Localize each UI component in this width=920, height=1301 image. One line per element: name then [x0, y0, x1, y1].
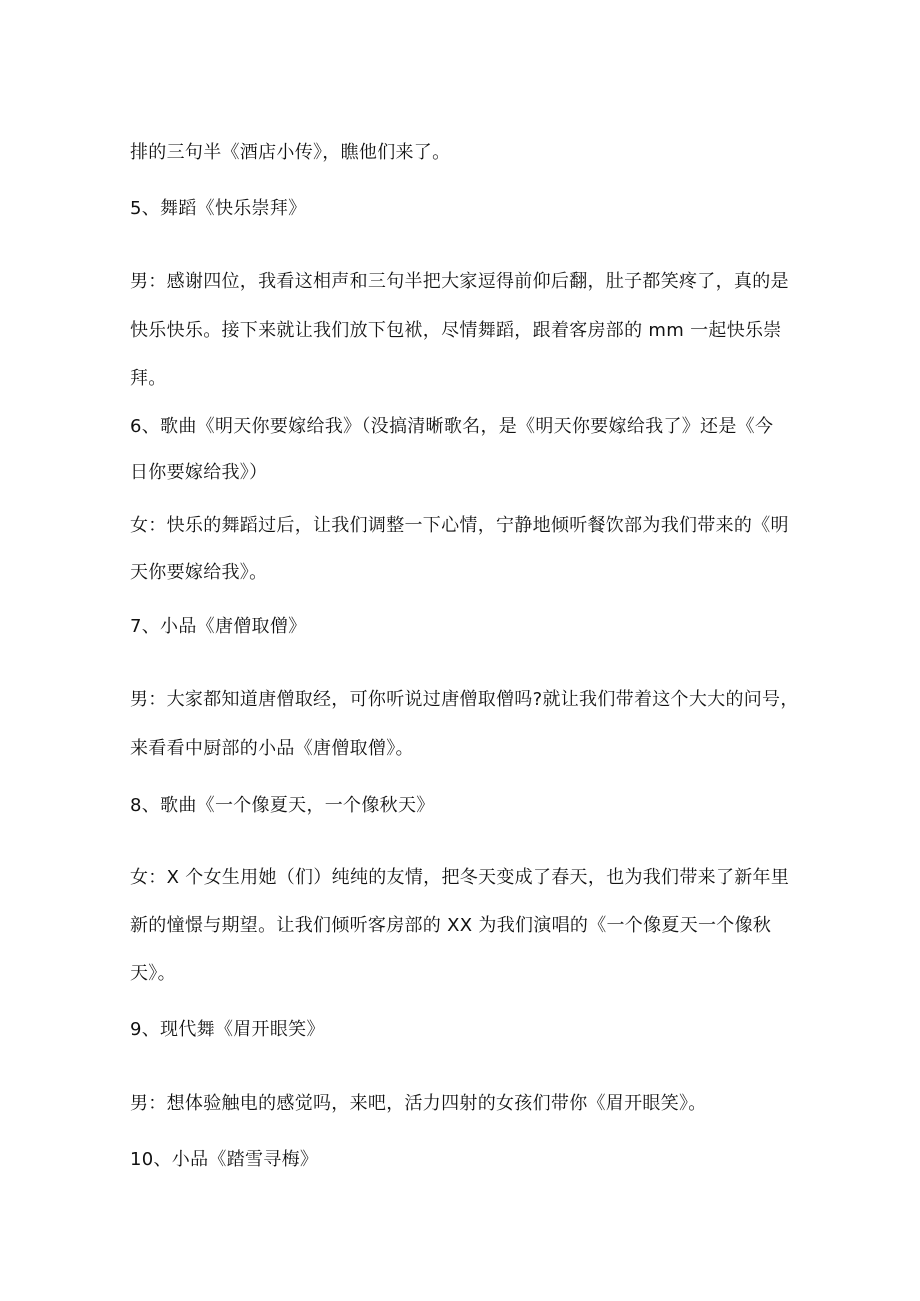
program-item-6-heading: 日你要嫁给我》） [130, 462, 268, 483]
program-item-6-heading: 6、歌曲《明天你要嫁给我》（没搞清晰歌名，是《明天你要嫁给我了》还是《今 [130, 416, 774, 437]
program-item-8-heading: 8、歌曲《一个像夏天，一个像秋天》 [130, 795, 435, 816]
host-line-male: 来看看中厨部的小品《唐僧取僧》。 [130, 738, 414, 759]
text-line-continuation: 排的三句半《酒店小传》，瞧他们来了。 [130, 142, 451, 163]
host-line-male: 快乐快乐。接下来就让我们放下包袱，尽情舞蹈，跟着客房部的 mm 一起快乐崇 [130, 320, 782, 341]
host-line-male: 男：想体验触电的感觉吗，来吧，活力四射的女孩们带你《眉开眼笑》。 [130, 1093, 707, 1114]
host-line-female: 天》。 [130, 963, 176, 984]
host-line-male: 拜。 [130, 368, 167, 389]
host-line-male: 男：感谢四位，我看这相声和三句半把大家逗得前仰后翻，肚子都笑疼了，真的是 [130, 271, 789, 292]
program-item-9-heading: 9、现代舞《眉开眼笑》 [130, 1019, 325, 1040]
host-line-female: 新的憧憬与期望。让我们倾听客房部的 XX 为我们演唱的《一个像夏天一个像秋 [130, 915, 772, 936]
program-item-7-heading: 7、小品《唐僧取僧》 [130, 616, 307, 637]
program-item-10-heading: 10、小品《踏雪寻梅》 [130, 1149, 319, 1170]
host-line-female: 天你要嫁给我》。 [130, 562, 268, 583]
host-line-male: 男：大家都知道唐僧取经，可你听说过唐僧取僧吗?就让我们带着这个大大的问号， [130, 689, 799, 710]
host-line-female: 女：X 个女生用她（们）纯纯的友情，把冬天变成了春天，也为我们带来了新年里 [130, 867, 790, 888]
program-item-5-heading: 5、舞蹈《快乐崇拜》 [130, 198, 307, 219]
host-line-female: 女：快乐的舞蹈过后，让我们调整一下心情，宁静地倾听餐饮部为我们带来的《明 [130, 515, 789, 536]
